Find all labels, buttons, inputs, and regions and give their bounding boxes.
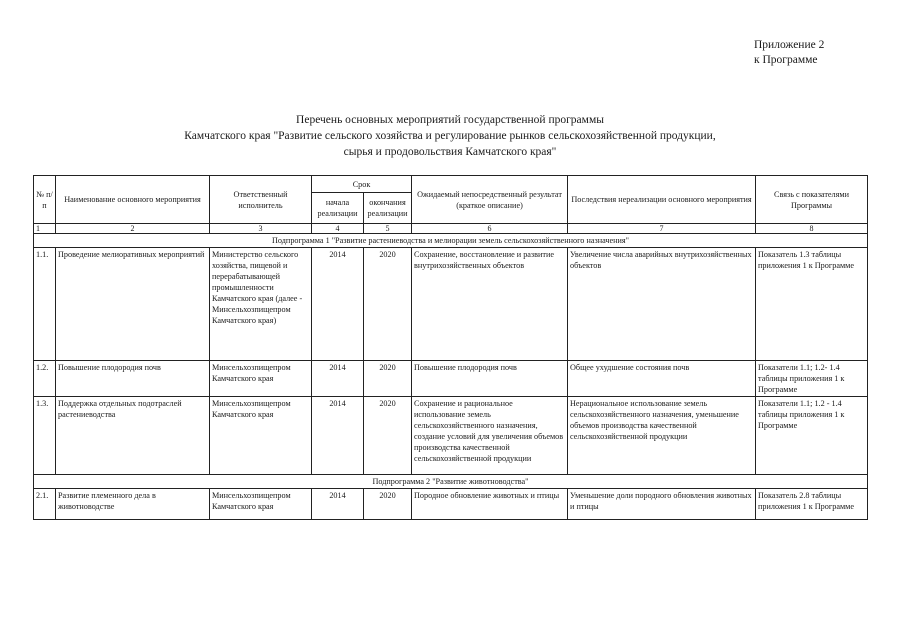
row-end: 2020 [364,489,412,520]
row-consequences: Уменьшение доли породного обновления животных и птицы [568,489,756,520]
row-name: Развитие племенного дела в животноводстве [56,489,210,520]
row-num: 2.1. [34,489,56,520]
header-result: Ожидаемый непосредственный результат (краткое описание) [412,176,568,224]
row-consequences: Нерациональное использование земель сельскохозяйственного назначения, уменьшение объемов производства качественной сельскохозяйственной продукции [568,397,756,475]
header-num: № п/п [34,176,56,224]
row-start: 2014 [312,397,364,475]
row-name: Поддержка отдельных подотраслей растениеводства [56,397,210,475]
row-consequences: Увеличение числа аварийных внутрихозяйственных объектов [568,248,756,361]
header-name: Наименование основного мероприятия [56,176,210,224]
row-result: Повышение плодородия почв [412,361,568,397]
subprogram-row [34,234,868,248]
measures-table [33,175,868,520]
row-start: 2014 [312,489,364,520]
row-start: 2014 [312,248,364,361]
row-consequences: Общее ухудшение состояния почв [568,361,756,397]
row-name: Проведение мелиоративных мероприятий [56,248,210,361]
table-row [34,397,868,475]
title-line1: Перечень основных мероприятий государственной программы [296,114,604,126]
table-row [34,489,868,520]
appendix-label [754,38,824,68]
appendix-line1: Приложение 2 [754,39,825,51]
col-number: 1 [34,224,56,234]
row-executor: Минсельхозпищепром Камчатского края [210,489,312,520]
header-link: Связь с показателями Программы [756,176,868,224]
col-number: 8 [756,224,868,234]
row-executor: Минсельхозпищепром Камчатского края [210,361,312,397]
subprogram-row [34,475,868,489]
row-name: Повышение плодородия почв [56,361,210,397]
table-row [34,248,868,361]
col-number: 7 [568,224,756,234]
col-number: 6 [412,224,568,234]
header-executor: Ответственный исполнитель [210,176,312,224]
row-num: 1.1. [34,248,56,361]
col-number: 2 [56,224,210,234]
row-executor: Минсельхозпищепром Камчатского края [210,397,312,475]
header-row [34,176,868,193]
row-start: 2014 [312,361,364,397]
title-line3: сырья и продовольствия Камчатского края" [343,146,557,158]
row-result: Сохранение и рациональное использование земель сельскохозяйственного назначения, создание условий для увеличения объемов производства качественной сельскохозяйственной продукции [412,397,568,475]
appendix-line2: к Программе [754,54,818,66]
table-row [34,361,868,397]
header-term: Срок [312,176,412,193]
column-number-row [34,224,868,234]
row-num: 1.3. [34,397,56,475]
row-link: Показатель 2.8 таблицы приложения 1 к Программе [756,489,868,520]
header-end: окончания реализации [364,193,412,224]
col-number: 3 [210,224,312,234]
document-title [60,112,840,160]
row-end: 2020 [364,248,412,361]
row-result: Сохранение, восстановление и развитие внутрихозяйственных объектов [412,248,568,361]
header-start: начала реализации [312,193,364,224]
row-link: Показатели 1.1; 1.2 - 1.4 таблицы приложения 1 к Программе [756,397,868,475]
subprogram-1-title: Подпрограмма 1 "Развитие растениеводства и мелиорации земель сельскохозяйственного назначения" [34,234,868,248]
col-number: 5 [364,224,412,234]
row-end: 2020 [364,361,412,397]
title-line2: Камчатского края "Развитие сельского хозяйства и регулирование рынков сельскохозяйственной продукции, [184,130,716,142]
row-executor: Министерство сельского хозяйства, пищевой и перерабатывающей промышленности Камчатского края (далее - Минсельхозпищепром Камчатского края) [210,248,312,361]
subprogram-2-title: Подпрограмма 2 "Развитие животноводства" [34,475,868,489]
col-number: 4 [312,224,364,234]
row-link: Показатель 1.3 таблицы приложения 1 к Программе [756,248,868,361]
row-link: Показатели 1.1; 1.2- 1.4 таблицы приложения 1 к Программе [756,361,868,397]
row-end: 2020 [364,397,412,475]
row-num: 1.2. [34,361,56,397]
row-result: Породное обновление животных и птицы [412,489,568,520]
header-consequences: Последствия нереализации основного мероприятия [568,176,756,224]
